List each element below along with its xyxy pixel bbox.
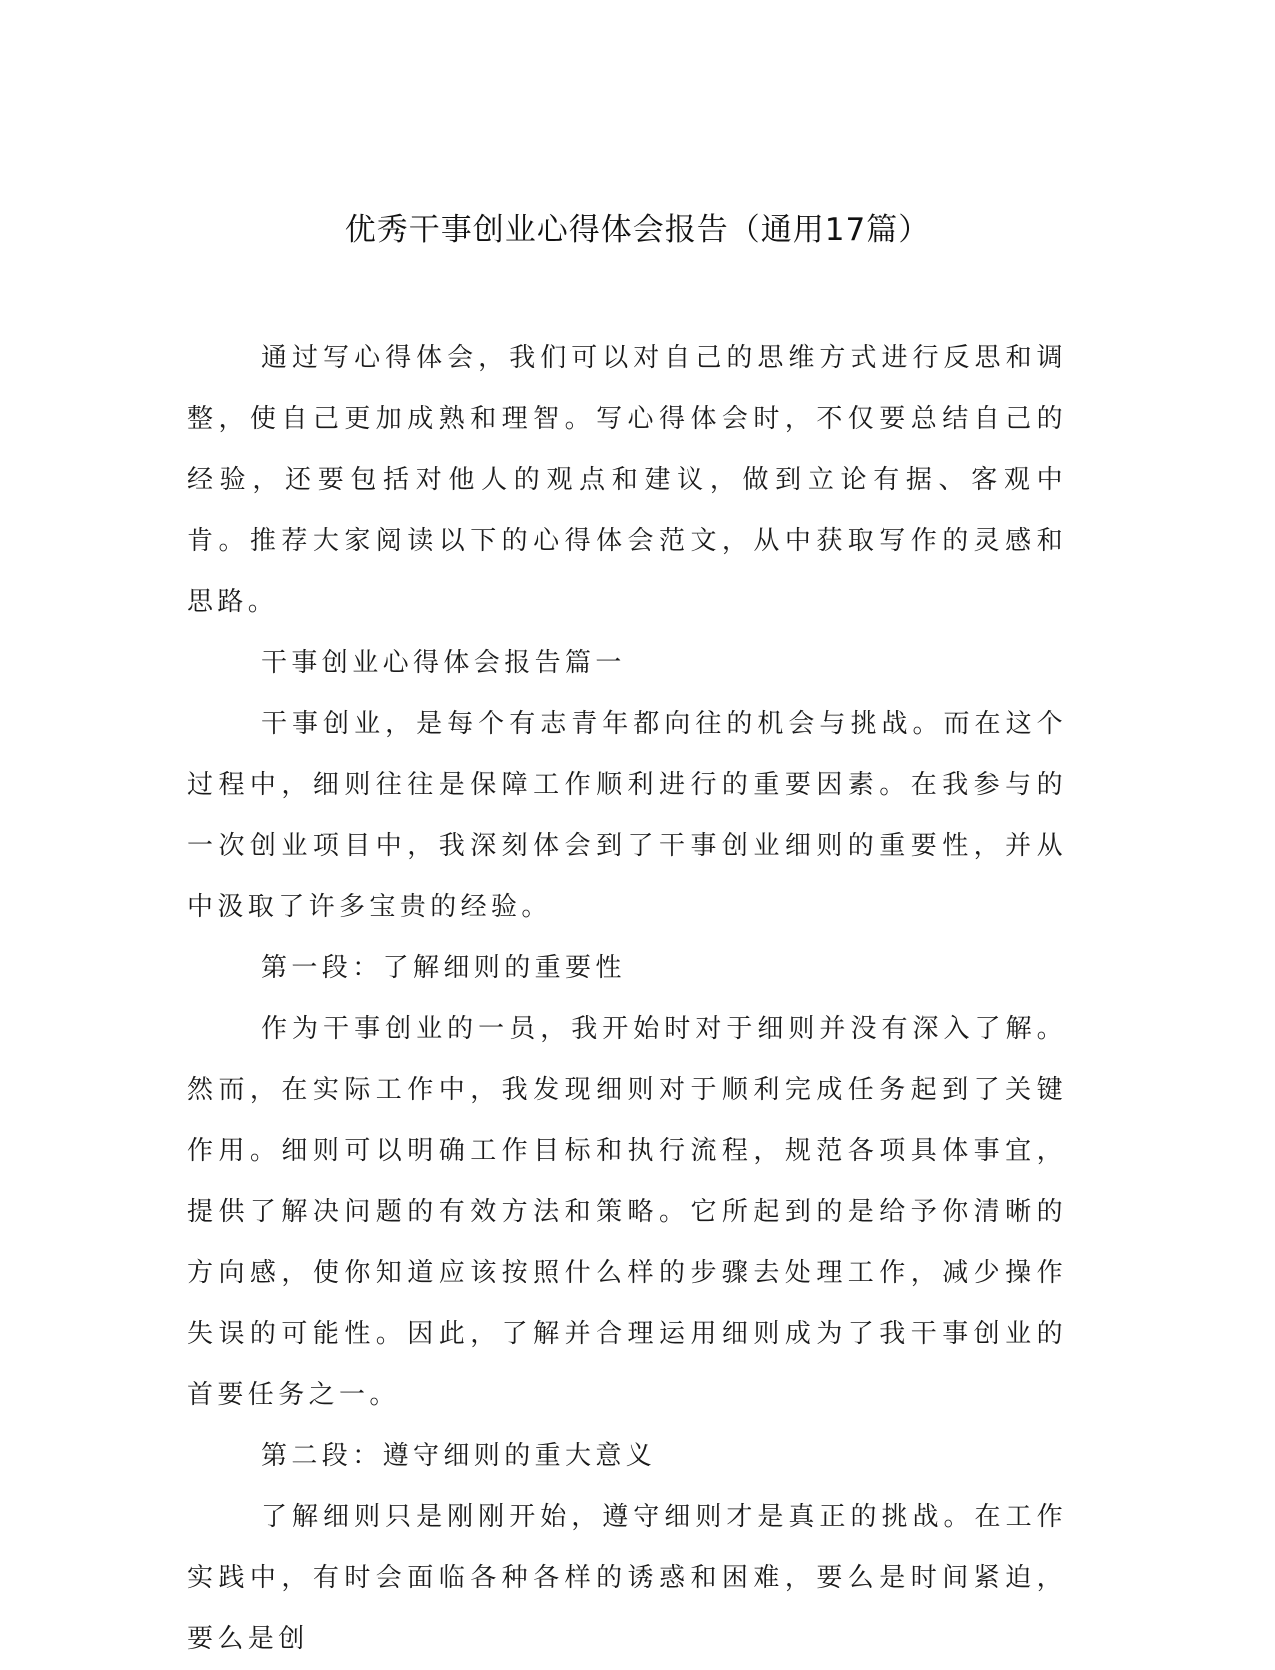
section-heading-article-one: 干事创业心得体会报告篇一 [261, 648, 626, 678]
part-two-paragraph: 了解细则只是刚刚开始，遵守细则才是真正的挑战。在工作实践中，有时会面临各种各样的诱惑和困难，要么是时间紧迫，要么是创 [187, 1502, 1067, 1654]
section-heading-part-one: 第一段：了解细则的重要性 [261, 953, 626, 983]
article-one-intro-paragraph: 干事创业，是每个有志青年都向往的机会与挑战。而在这个过程中，细则往往是保障工作顺利进行的重要因素。在我参与的一次创业项目中，我深刻体会到了干事创业细则的重要性，并从中汲取了许多宝贵的经验。 [187, 709, 1067, 922]
document-title: 优秀干事创业心得体会报告（通用17篇） [344, 212, 931, 248]
section-heading-part-two: 第二段：遵守细则的重大意义 [261, 1441, 657, 1471]
part-one-paragraph: 作为干事创业的一员，我开始时对于细则并没有深入了解。然而，在实际工作中，我发现细则对于顺利完成任务起到了关键作用。细则可以明确工作目标和执行流程，规范各项具体事宜，提供了解决问题的有效方法和策略。它所起到的是给予你清晰的方向感，使你知道应该按照什么样的步骤去处理工作，减少操作失误的可能性。因此，了解并合理运用细则成为了我干事创业的首要任务之一。 [187, 1014, 1067, 1410]
document-body [187, 328, 1067, 1670]
intro-paragraph: 通过写心得体会，我们可以对自己的思维方式进行反思和调整，使自己更加成熟和理智。写心得体会时，不仅要总结自己的经验，还要包括对他人的观点和建议，做到立论有据、客观中肯。推荐大家阅读以下的心得体会范文，从中获取写作的灵感和思路。 [187, 343, 1067, 617]
